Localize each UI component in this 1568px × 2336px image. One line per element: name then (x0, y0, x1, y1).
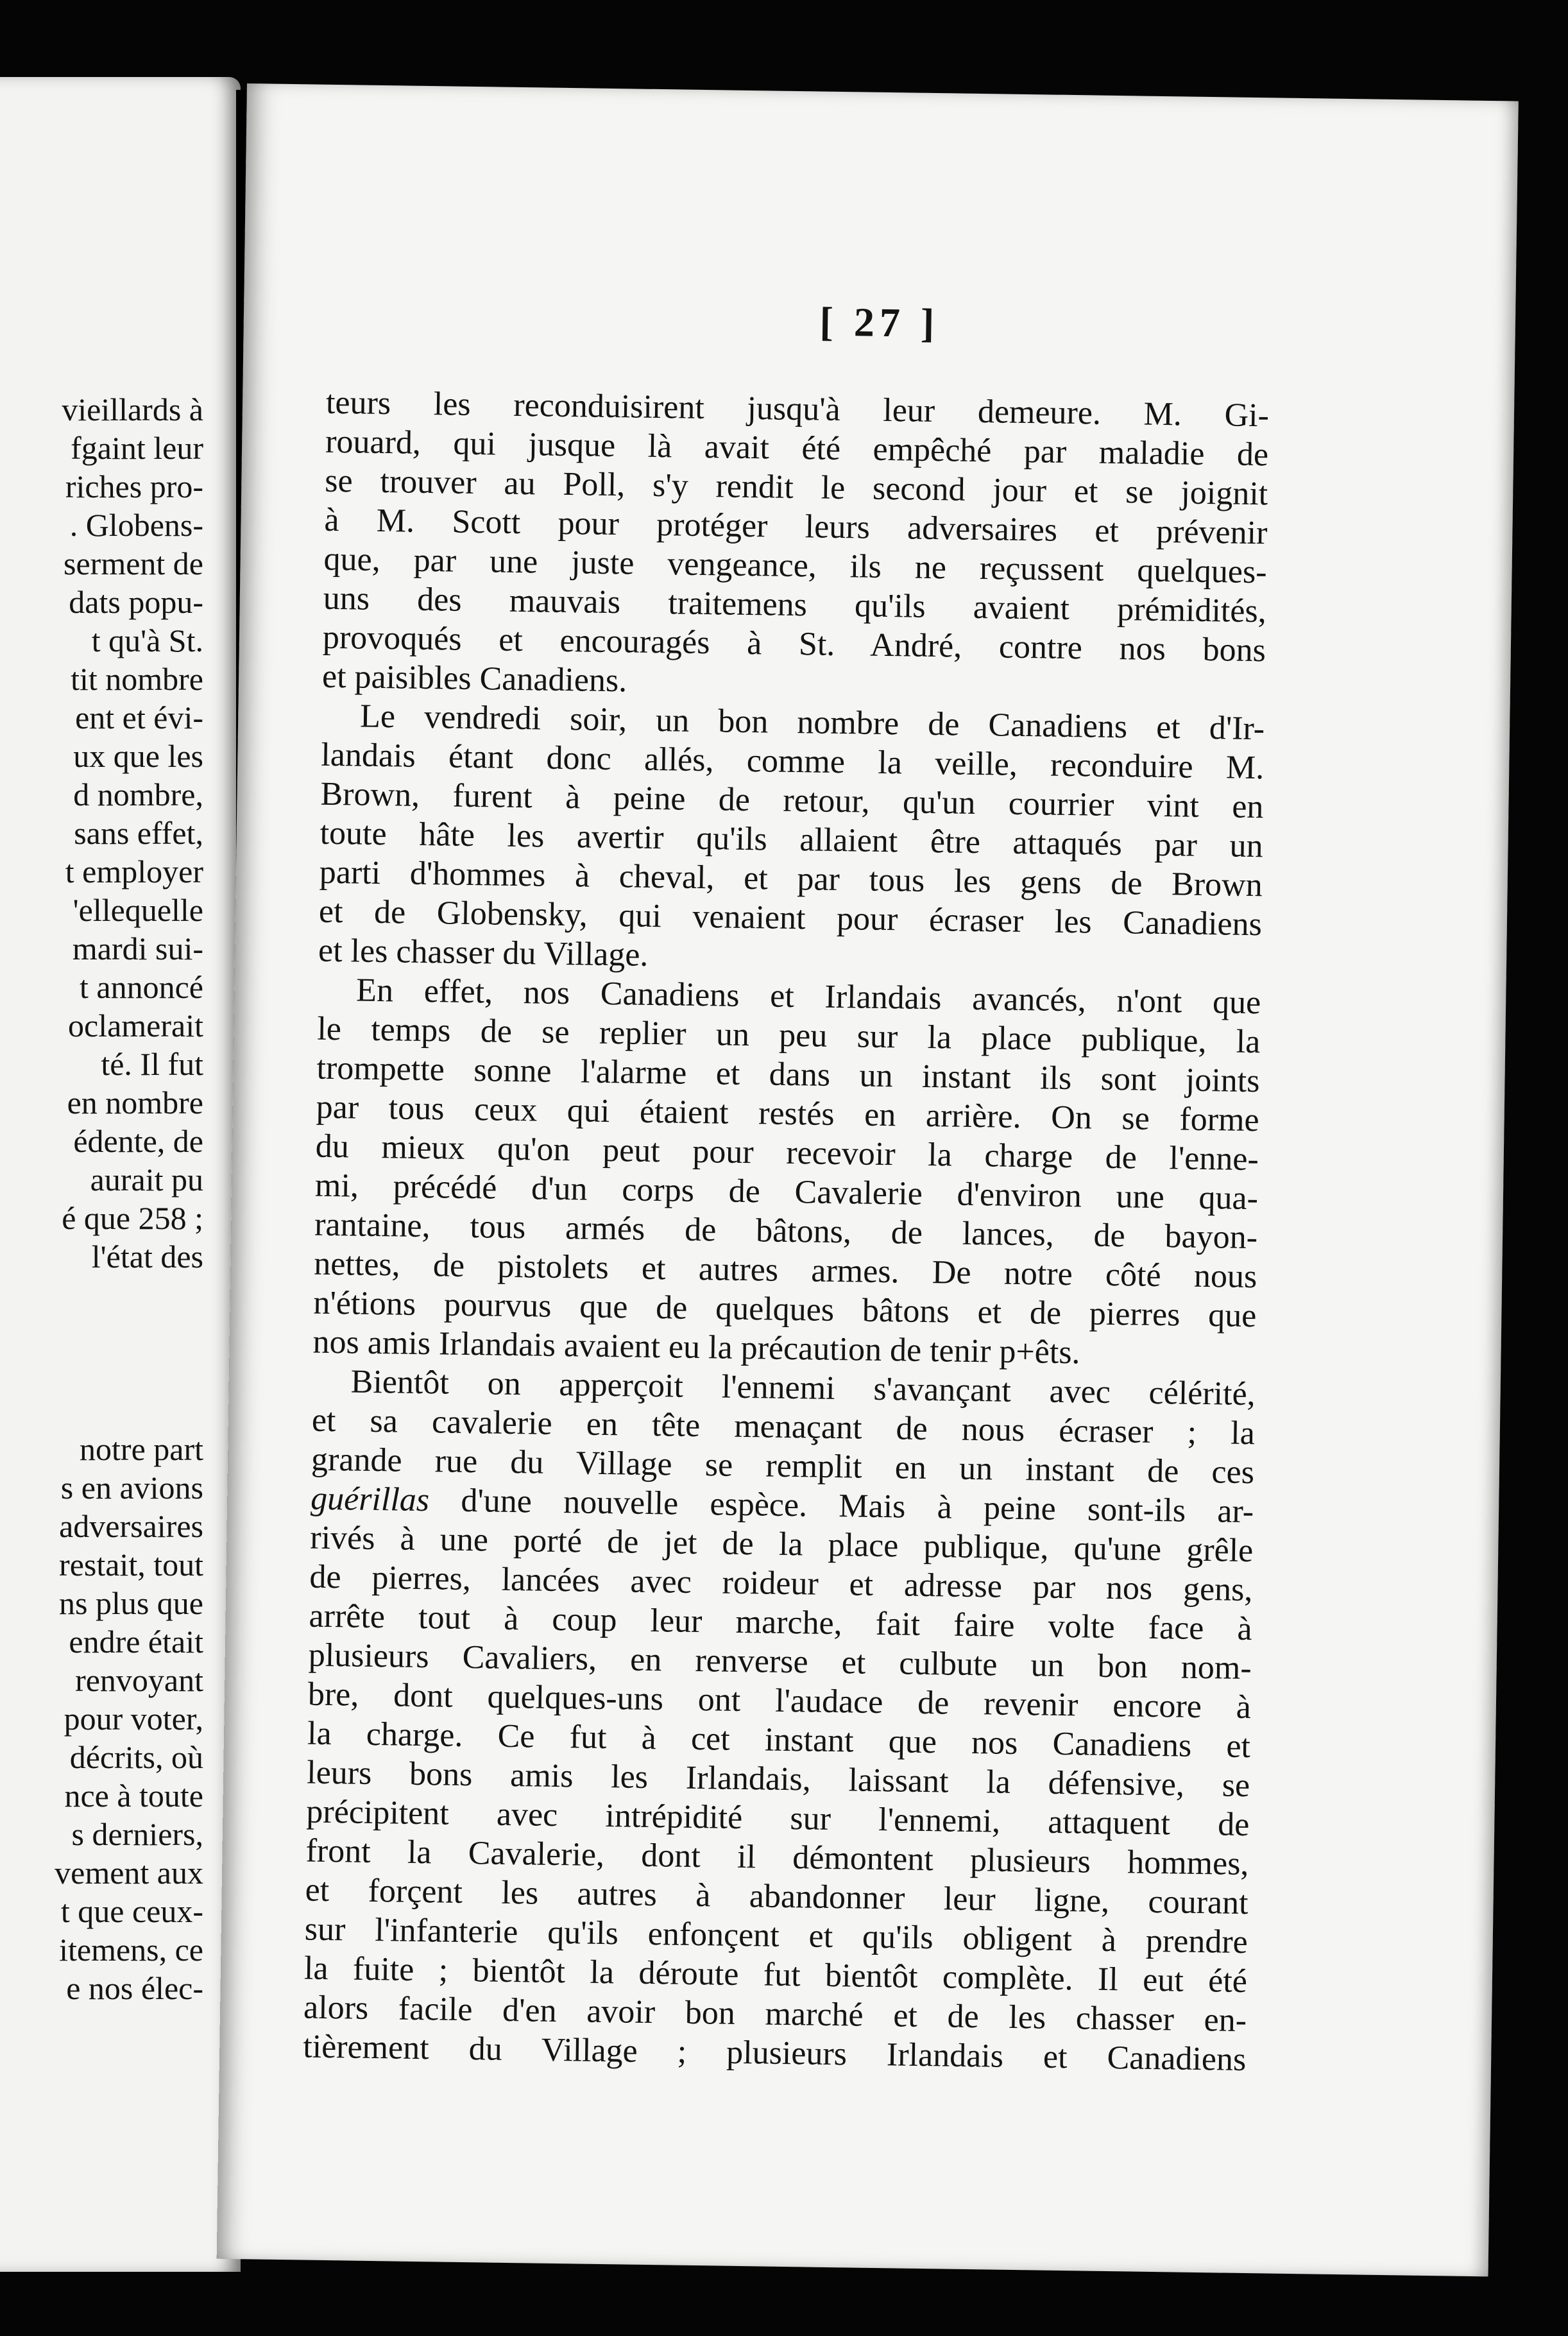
left-page-line: vieillards à (62, 391, 203, 427)
text-line: provoqués et encouragés à St. André, contre nos bons (322, 619, 1266, 669)
text-line: grande rue du Village se remplit en un instant de ces (311, 1441, 1255, 1491)
text-line: n'étions pourvus que de quelques bâtons et de pierres que (313, 1284, 1257, 1335)
left-page-line: s en avions (60, 1470, 203, 1506)
text-line: landais étant donc allés, comme la veille, reconduire M. (321, 736, 1265, 787)
text-line: de pierres, lancées avec roideur et adresse par nos gens, (309, 1558, 1253, 1609)
text-line: tièrement du Village ; plusieurs Irlandais et Canadiens (302, 2028, 1247, 2079)
text-line: guérillas d'une nouvelle espèce. Mais à peine sont-ils ar- (310, 1480, 1254, 1531)
page-number: [ 27 ] (819, 298, 940, 347)
text-line: sur l'infanterie qu'ils enfonçent et qu'ils obligent à prendre (304, 1911, 1248, 1961)
left-page-line: adversaires (59, 1508, 203, 1544)
left-page-line: s derniers, (71, 1816, 203, 1852)
text-line: alors facile d'en avoir bon marché et de les chasser en- (303, 1989, 1247, 2040)
left-page-line: mardi sui- (72, 931, 203, 966)
left-page-line: d nombre, (73, 777, 203, 812)
text-line: uns des mauvais traitemens qu'ils avaient prémidités, (323, 580, 1267, 630)
left-page-line: ux que les (73, 738, 203, 774)
left-page-line: nce à toute (64, 1778, 203, 1814)
left-page-line: notre part (80, 1431, 203, 1467)
text-line: se trouver au Poll, s'y rendit le second jour et se joignit (324, 462, 1268, 513)
left-page-line (0, 1314, 203, 1353)
left-page-line: serment de (64, 545, 203, 581)
text-line: Brown, furent à peine de retour, qu'un courrier vint en (320, 775, 1264, 826)
left-page-line: sans effet, (74, 815, 203, 851)
text-line: la fuite ; bientôt la déroute fut bientôt complète. Il eut été (303, 1950, 1248, 2000)
text-line: à M. Scott pour protéger leurs adversaires et prévenir (324, 501, 1268, 552)
left-page-line: té. Il fut (101, 1046, 203, 1082)
left-page-line: oclamerait (68, 1008, 203, 1043)
left-page-line: e nos élec- (66, 1970, 203, 2006)
left-page-line: restait, tout (59, 1547, 203, 1583)
text-line: leurs bons amis les Irlandais, laissant la défensive, se (306, 1754, 1250, 1805)
left-page-text (0, 390, 203, 2007)
left-page-line: ent et évi- (75, 700, 203, 735)
left-page-line: ns plus que (59, 1585, 203, 1621)
text-line: bre, dont quelques-uns ont l'audace de revenir encore à (307, 1676, 1252, 1726)
text-line: que, par une juste vengeance, ils ne reçussent quelques- (323, 540, 1267, 591)
text-line: du mieux qu'on peut pour recevoir la charge de l'enne- (315, 1128, 1259, 1178)
left-page (0, 77, 241, 2272)
text-line: précipitent avec intrépidité sur l'ennemi, attaquent de (306, 1793, 1250, 1844)
right-page (217, 83, 1519, 2276)
left-page-line: t employer (65, 854, 203, 889)
left-page-line: endre était (69, 1624, 203, 1660)
text-line: Le vendredi soir, un bon nombre de Canadiens et d'Ir- (359, 698, 1265, 748)
text-line: rivés à une porté de jet de la place publique, qu'une grêle (309, 1519, 1254, 1570)
text-line: et sa cavalerie en tête menaçant de nous écraser ; la (311, 1402, 1256, 1452)
text-line: et les chasser du Village. (318, 932, 649, 974)
left-page-line: 'ellequelle (72, 892, 203, 928)
left-page-line: décrits, où (69, 1739, 203, 1775)
text-line: et forçent les autres à abandonner leur ligne, courant (305, 1871, 1248, 1922)
left-page-line: riches pro- (65, 468, 203, 504)
text-line: mi, précédé d'un corps de Cavalerie d'environ une qua- (314, 1167, 1259, 1217)
left-page-line: l'état des (91, 1239, 203, 1275)
text-line: trompette sonne l'alarme et dans un instant ils sont joints (316, 1049, 1260, 1100)
text-line: rouard, qui jusque là avait été empêché par maladie de (325, 423, 1269, 474)
text-line: nos amis Irlandais avaient eu la précaution de tenir p+êts. (312, 1323, 1080, 1371)
text-line: front la Cavalerie, dont il démontent plusieurs hommes, (305, 1832, 1249, 1883)
left-page-line: en nombre (67, 1085, 203, 1121)
left-page-line: dats popu- (69, 584, 203, 620)
left-page-line: é que 258 ; (62, 1200, 203, 1236)
text-line: rantaine, tous armés de bâtons, de lances, de bayon- (314, 1206, 1258, 1257)
text-line: toute hâte les avertir qu'ils allaient être attaqués par un (320, 814, 1263, 865)
text-line: Bientôt on apperçoit l'ennemi s'avançant avec célérité, (350, 1363, 1256, 1413)
left-page-line: pour voter, (64, 1701, 203, 1737)
left-page-line: fgaint leur (71, 430, 203, 466)
text-line: teurs les reconduisirent jusqu'à leur demeure. M. Gi- (325, 384, 1270, 434)
body-text (303, 383, 1269, 2079)
text-line: et paisibles Canadiens. (321, 658, 627, 700)
left-page-line: . Globens- (69, 507, 203, 543)
left-page-line: vement aux (55, 1855, 203, 1891)
left-page-line: t qu'à St. (91, 623, 203, 658)
left-page-line (0, 1391, 203, 1430)
left-page-line: t que ceux- (60, 1893, 203, 1929)
left-page-line: itemens, ce (59, 1932, 203, 1968)
text-line: par tous ceux qui étaient restés en arrière. On se forme (316, 1088, 1259, 1139)
left-page-line: aurait pu (90, 1162, 203, 1198)
text-line: parti d'hommes à cheval, et par tous les gens de Brown (319, 854, 1263, 904)
text-line: plusieurs Cavaliers, en renverse et culbute un bon nom- (308, 1636, 1252, 1687)
left-page-line (0, 1276, 203, 1314)
text-line: nettes, de pistolets et autres armes. De notre côté nous (313, 1245, 1257, 1296)
text-line: arrête tout à coup leur marche, fait faire volte face à (309, 1597, 1252, 1648)
left-page-line (0, 1353, 203, 1391)
text-line: et de Globensky, qui venaient pour écraser les Canadiens (318, 893, 1263, 943)
text-line: la charge. Ce fut à cet instant que nos Canadiens et (307, 1715, 1251, 1765)
left-page-line: t annoncé (80, 969, 203, 1005)
text-line: le temps de se replier un peu sur la place publique, la (317, 1010, 1261, 1061)
left-page-line: renvoyant (75, 1662, 203, 1698)
left-page-line: tit nombre (71, 661, 203, 697)
left-page-line: édente, de (73, 1123, 203, 1159)
text-line: En effet, nos Canadiens et Irlandais avancés, n'ont que (355, 972, 1261, 1022)
